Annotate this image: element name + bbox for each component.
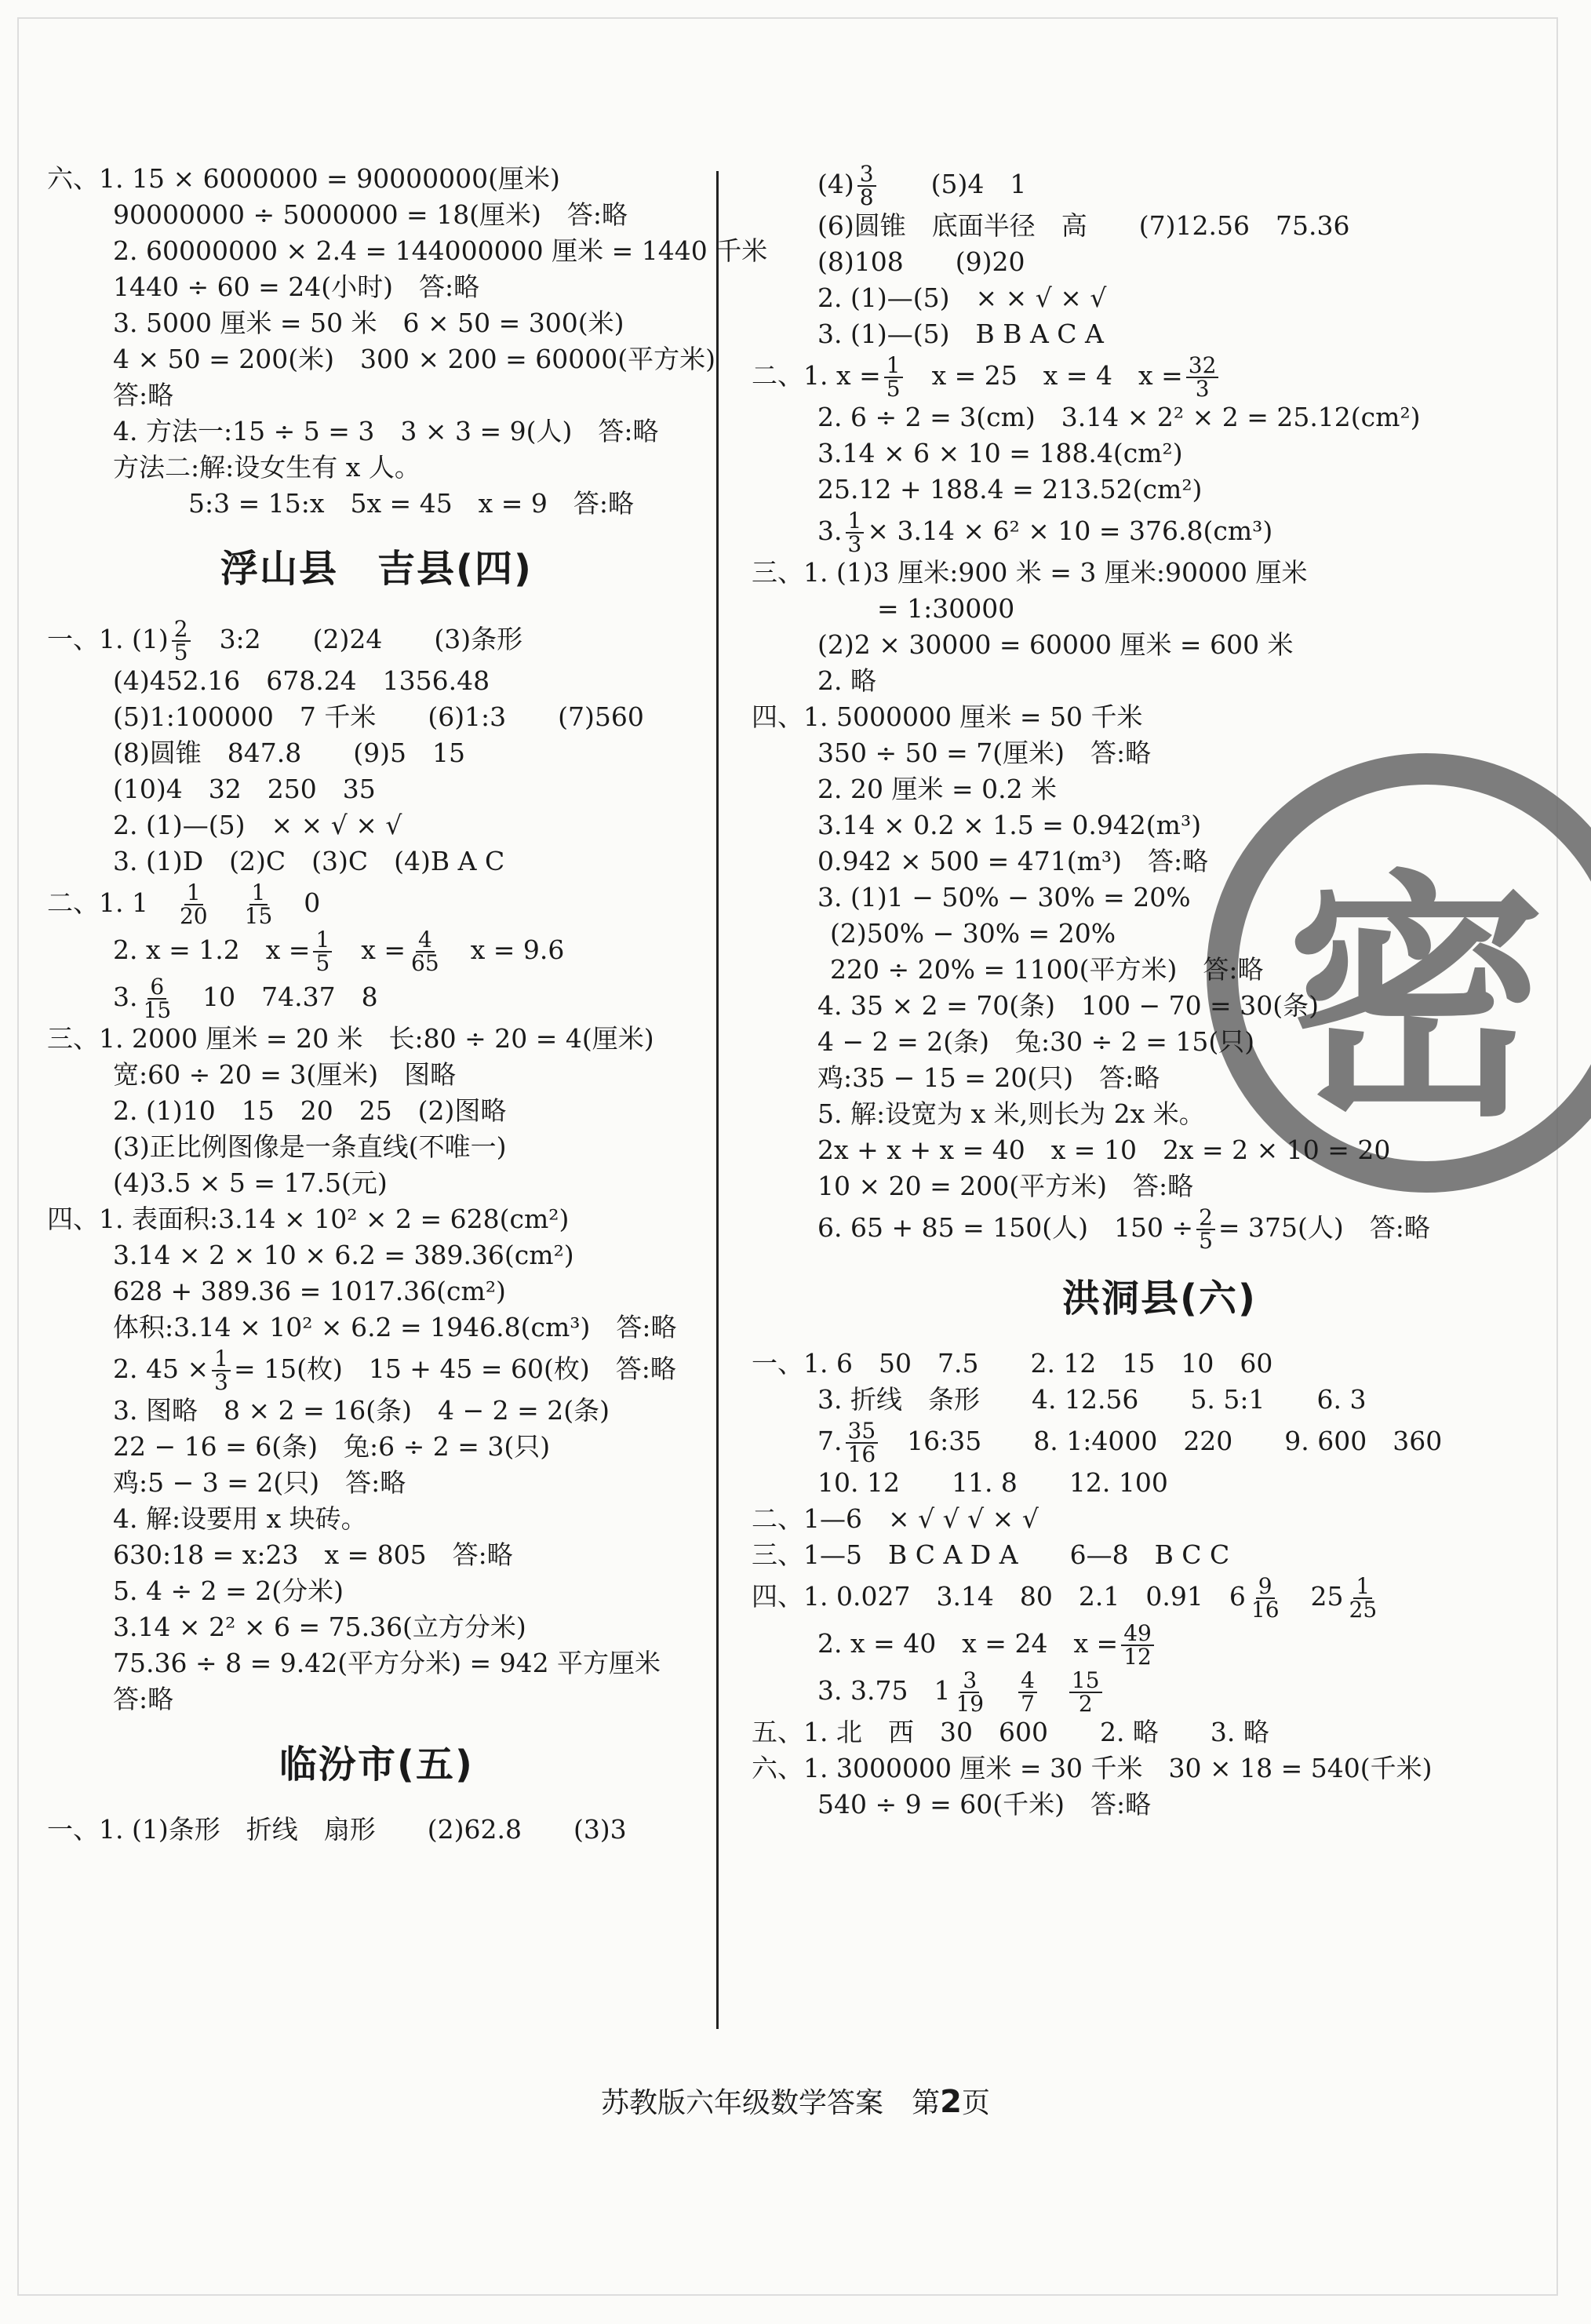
fraction: $\frac{49}{12}$	[1121, 1623, 1154, 1668]
answer-line: 2. 60000000 × 2.4 = 144000000 厘米 = 1440 千米	[113, 235, 768, 266]
answer-line: 答:略	[113, 380, 174, 410]
fraction: $\frac{1}{20}$	[179, 880, 208, 929]
answer-line: 4 × 50 = 200(米) 300 × 200 = 60000(平方米)	[113, 344, 715, 374]
answer-line: 二、1. 1 $\frac{1}{20}$ $\frac{1}{15}$ 0	[47, 880, 321, 929]
answer-line: 3. 5000 厘米 = 50 米 6 × 50 = 300(米)	[113, 308, 624, 338]
answer-line: 三、1. 2000 厘米 = 20 米 长:80 ÷ 20 = 4(厘米)	[47, 1023, 654, 1054]
answer-line: 一、1. (1)条形 折线 扇形 (2)62.8 (3)3	[47, 1814, 627, 1845]
fraction: $\frac{2}{5}$	[172, 618, 191, 664]
footer-page-number: 2	[940, 2084, 962, 2120]
fraction: $\frac{1}{25}$	[1349, 1573, 1378, 1623]
fraction: $\frac{9}{16}$	[1251, 1573, 1280, 1623]
answer-line: (2)2 × 30000 = 60000 厘米 = 600 米	[817, 629, 1294, 660]
answer-line: 3.14 × 2 × 10 × 6.2 = 389.36(cm²)	[113, 1240, 574, 1270]
answer-line: 2. (1)10 15 20 25 (2)图略	[113, 1095, 507, 1126]
fraction: $\frac{1}{3}$	[846, 510, 865, 556]
seal-stamp-char: 密	[1287, 850, 1545, 1151]
answer-line: 1440 ÷ 60 = 24(小时) 答:略	[113, 271, 480, 302]
answer-line: 3. 图略 8 × 2 = 16(条) 4 − 2 = 2(条)	[113, 1395, 610, 1426]
answer-line: 2. x = 40 x = 24 x = $\frac{49}{12}$	[752, 1620, 1567, 1667]
answer-line: 2. 20 厘米 = 0.2 米	[817, 774, 1058, 804]
fraction: $\frac{35}{16}$	[846, 1420, 879, 1466]
answer-line: (5)1:100000 7 千米 (6)1:3 (7)560	[113, 701, 644, 732]
answer-line: 2. (1)—(5) × × √ × √	[817, 282, 1107, 313]
answer-line: 二、1. x = $\frac{1}{5}$ x = 25 x = 4 x = $\frac{32}{3}$	[752, 352, 1567, 399]
answer-line: 三、1—5 B C A D A 6—8 B C C	[752, 1539, 1230, 1570]
answer-line: (2)50% − 30% = 20%	[830, 918, 1116, 949]
answer-line: 0.942 × 500 = 471(m³) 答:略	[817, 846, 1209, 876]
answer-line: 鸡:5 − 3 = 2(只) 答:略	[113, 1467, 406, 1498]
fraction: $\frac{1}{15}$	[244, 880, 273, 929]
answer-line: (10)4 32 250 35	[113, 774, 376, 804]
answer-line: 3. 3.75 1 $\frac{3}{19}$ $\frac{4}{7}$ $\frac{15}{2}$	[752, 1667, 1567, 1714]
answer-line: 鸡:35 − 15 = 20(只) 答:略	[817, 1062, 1160, 1093]
answer-line: 2x + x + x = 40 x = 10 2x = 2 × 10 = 20	[817, 1135, 1391, 1165]
fraction: $\frac{3}{8}$	[857, 163, 876, 209]
answer-line: 3. (1)D (2)C (3)C (4)B A C	[113, 846, 505, 876]
answer-line: (4) $\frac{3}{8}$ (5)4 1	[817, 161, 1027, 210]
section-heading: 临汾市(五)	[279, 1743, 474, 1787]
answer-line: 22 − 16 = 6(条) 兔:6 ÷ 2 = 3(只)	[113, 1431, 551, 1462]
answer-line: 2. (1)—(5) × × √ × √	[113, 810, 402, 840]
answer-line: 六、1. 15 × 6000000 = 90000000(厘米)	[47, 163, 560, 194]
answer-line: 3. $\frac{6}{15}$ 10 74.37 8	[113, 974, 378, 1023]
answer-line: 90000000 ÷ 5000000 = 18(厘米) 答:略	[113, 199, 628, 230]
fraction: $\frac{6}{15}$	[143, 974, 172, 1023]
answer-line: 10 × 20 = 200(平方米) 答:略	[817, 1171, 1194, 1201]
answer-line: 3.14 × 6 × 10 = 188.4(cm²)	[817, 438, 1183, 468]
column-divider	[716, 171, 719, 2029]
answer-line: 三、1. (1)3 厘米:900 米 = 3 厘米:90000 厘米	[752, 557, 1308, 588]
answer-line: 体积:3.14 × 10² × 6.2 = 1946.8(cm³) 答:略	[113, 1312, 677, 1342]
answer-line: 2. 45 × $\frac{1}{3}$ = 15(枚) 15 + 45 = 60(枚) 答:略	[113, 1346, 676, 1395]
answer-line: 四、1. 0.027 3.14 80 2.1 0.91 6 $\frac{9}{16}$ 25 $\frac{1}{25}$	[752, 1573, 1567, 1620]
right-column	[752, 161, 1567, 1823]
answer-line: 3. 折线 条形 4. 12.56 5. 5:1 6. 3	[817, 1384, 1367, 1415]
fraction: $\frac{3}{19}$	[956, 1667, 985, 1717]
section-heading: 浮山县 吉县(四)	[220, 547, 533, 591]
answer-line: 一、1. 6 50 7.5 2. 12 15 10 60	[752, 1348, 1273, 1379]
answer-line: 3. (1)1 − 50% − 30% = 20%	[817, 882, 1191, 912]
answer-line: 二、1—6 × √ √ √ × √	[752, 1503, 1039, 1534]
answer-line: (4)452.16 678.24 1356.48	[113, 665, 490, 696]
answer-line: 3.14 × 0.2 × 1.5 = 0.942(m³)	[817, 810, 1202, 840]
answer-line: 2. x = 1.2 x = $\frac{1}{5}$ x = $\frac{4}{65}$ x = 9.6	[113, 927, 565, 976]
answer-line: 10. 12 11. 8 12. 100	[817, 1467, 1168, 1498]
answer-line: 540 ÷ 9 = 60(千米) 答:略	[817, 1789, 1152, 1819]
answer-line: 3. (1)—(5) B B A C A	[817, 319, 1104, 349]
answer-line: 一、1. (1) $\frac{2}{5}$ 3:2 (2)24 (3)条形	[47, 616, 523, 665]
answer-line: 220 ÷ 20% = 1100(平方米) 答:略	[830, 954, 1264, 985]
answer-line: (4)3.5 × 5 = 17.5(元)	[113, 1167, 388, 1198]
answer-line: 5. 4 ÷ 2 = 2(分米)	[113, 1575, 344, 1606]
answer-line: 六、1. 3000000 厘米 = 30 千米 30 × 18 = 540(千米)	[752, 1753, 1433, 1783]
answer-line: = 1:30000	[877, 593, 1015, 624]
answer-line: 7. $\frac{35}{16}$ 16:35 8. 1:4000 220 9. 600 360	[817, 1418, 1443, 1467]
footer-page-unit: 页	[961, 2087, 990, 2119]
fraction: $\frac{2}{5}$	[1196, 1207, 1215, 1252]
fraction: $\frac{1}{3}$	[212, 1348, 231, 1393]
answer-line: (3)正比例图像是一条直线(不唯一)	[113, 1131, 507, 1162]
fraction: $\frac{4}{65}$	[411, 927, 439, 976]
answer-line: 四、1. 5000000 厘米 = 50 千米	[752, 701, 1143, 732]
answer-line: 5:3 = 15:x 5x = 45 x = 9 答:略	[188, 488, 635, 519]
answer-line: 2. 略	[817, 665, 876, 696]
answer-line: 4. 解:设要用 x 块砖。	[113, 1503, 367, 1534]
answer-line: 75.36 ÷ 8 = 9.42(平方分米) = 942 平方厘米	[113, 1648, 661, 1678]
fraction: $\frac{32}{3}$	[1186, 355, 1219, 400]
page-footer	[0, 2081, 1591, 2121]
answer-line: 2. 6 ÷ 2 = 3(cm) 3.14 × 2² × 2 = 25.12(cm²)	[817, 402, 1421, 432]
answer-line: 628 + 389.36 = 1017.36(cm²)	[113, 1276, 506, 1306]
answer-line: (8)108 (9)20	[817, 246, 1025, 277]
footer-title: 苏教版六年级数学答案	[601, 2087, 884, 2119]
answer-line: 6. 65 + 85 = 150(人) 150 ÷ $\frac{2}{5}$ = 375(人) 答:略	[817, 1204, 1430, 1254]
answer-line: 3. $\frac{1}{3}$ × 3.14 × 6² × 10 = 376.8(cm³)	[817, 508, 1273, 557]
footer-page-label: 第	[912, 2087, 941, 2119]
answer-line: 宽:60 ÷ 20 = 3(厘米) 图略	[113, 1059, 457, 1090]
fraction: $\frac{1}{5}$	[884, 355, 903, 400]
answer-line: 630:18 = x:23 x = 805 答:略	[113, 1539, 513, 1570]
answer-line: 4. 方法一:15 ÷ 5 = 3 3 × 3 = 9(人) 答:略	[113, 416, 659, 446]
answer-line: 答:略	[113, 1684, 174, 1714]
answer-line: 25.12 + 188.4 = 213.52(cm²)	[817, 474, 1203, 505]
answer-line: 4. 35 × 2 = 70(条) 100 − 70 = 30(条)	[817, 990, 1319, 1021]
answer-line: (8)圆锥 847.8 (9)5 15	[113, 738, 465, 768]
answer-line: (6)圆锥 底面半径 高 (7)12.56 75.36	[817, 210, 1350, 241]
answer-line: 五、1. 北 西 30 600 2. 略 3. 略	[752, 1717, 1269, 1747]
answer-line: 3.14 × 2² × 6 = 75.36(立方分米)	[113, 1612, 526, 1642]
answer-line: 四、1. 表面积:3.14 × 10² × 2 = 628(cm²)	[47, 1204, 570, 1234]
answer-line: 方法二:解:设女生有 x 人。	[113, 452, 421, 483]
answer-line: 5. 解:设宽为 x 米,则长为 2x 米。	[817, 1098, 1205, 1129]
answer-line: 4 − 2 = 2(条) 兔:30 ÷ 2 = 15(只)	[817, 1026, 1255, 1057]
section-heading: 洪洞县(六)	[1062, 1277, 1257, 1320]
answer-line: 350 ÷ 50 = 7(厘米) 答:略	[817, 738, 1152, 768]
fraction: $\frac{15}{2}$	[1069, 1670, 1102, 1715]
fraction: $\frac{4}{7}$	[1018, 1670, 1037, 1715]
fraction: $\frac{1}{5}$	[313, 929, 332, 974]
left-column	[47, 161, 768, 1848]
